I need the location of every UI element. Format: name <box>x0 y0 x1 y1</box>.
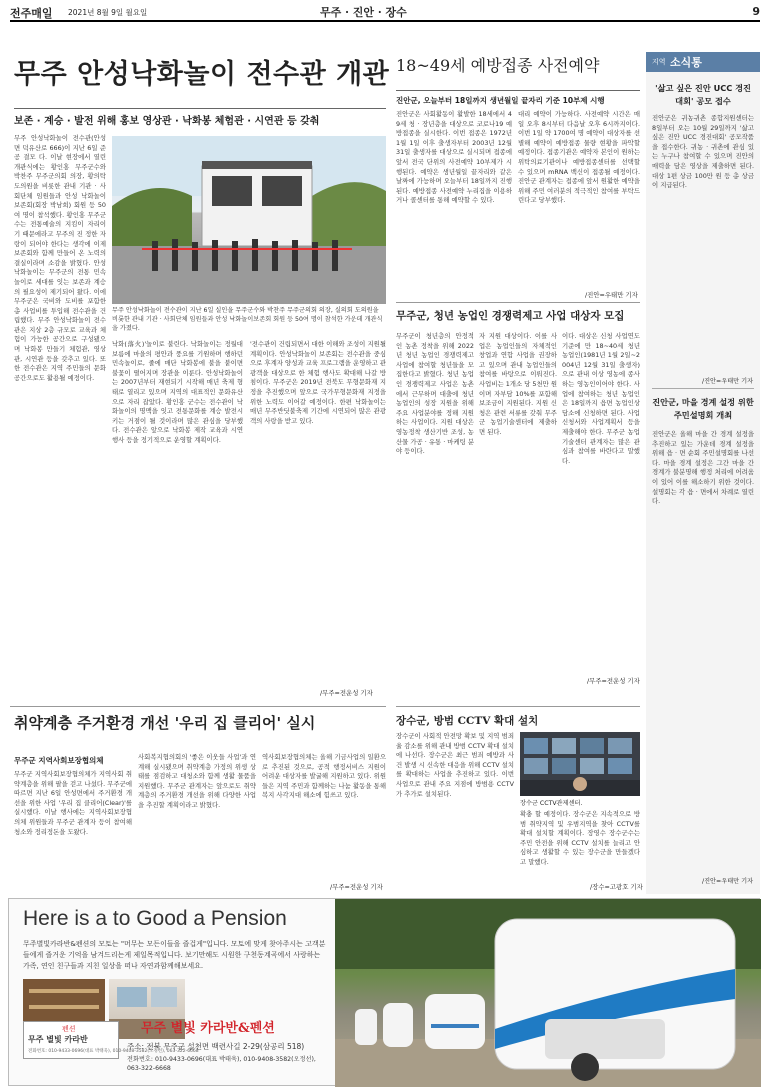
main-photo <box>112 136 386 304</box>
housing-headline: 취약계층 주거환경 개선 '우리 집 클리어' 실시 <box>14 714 316 732</box>
vaccine-rule <box>396 90 640 91</box>
farmer-col2: 자 지원 대상이다. 이를 사업은 농업인들의 자체적인 창업과 연합 사업을 권장하고 있으며 관내 농업인들의 참여를 바탕으로 이뤄진다. 사업비는 1개소 당 5천만 원이며 자부담 10%를 포함해 보조금이 지원된다. 지원 신청은 관련 서류를 갖춰 무주군 농업기술센터에 제출하면 된다. <box>479 332 557 436</box>
page-number: 9 <box>752 5 760 18</box>
sidebar <box>646 52 760 894</box>
farmer-headline: 무주군, 청년 농업인 경쟁력제고 사업 대상자 모집 <box>396 310 625 322</box>
farmer-col3: 이다. 대상은 신청 사업연도 기준에 만 18~40세 청년 농업인(1981년 1월 2일~2004년 12월 31일 출생자)으로 관내 이상 영농에 종사하는 영농인이어야 한다. 사업에 참여하는 청년 농업인은 18일까지 읍면 농업인상담소에 신청하면 된다. 사업신청서와 사업계획서 등을 제출해야 한다. 무주군 농업기술센터 관계자는 많은 관심과 참여를 바란다고 말했다. <box>562 332 640 465</box>
sidebar-label-title: 소식통 <box>670 56 702 69</box>
main-col1: 무주 안성낙화놀이 전수관(안성면 덕유산로 666)이 지난 6일 준공 결모 다. 이날 현장에서 열린 개관식에는 황인홍 무주군수와 박찬주 무주군의회 의장, 황의탁 도의원을 비롯한 관내 기관 · 사회단체 임원들과 안성 낙화놀이보존회(회장 박남희) 회원 등 50여 명이 참석했다. 황인홍 무주군수는 전통예술의 지킴이 자리이기 때문에라고 무주의 진 정한 자랑이 되어야 한다는 생각에 이제 보존회와 함께 만들어 온 노력의 결실이라며 소감을 밝혔다. 안성낙화놀이는 무주군의 전통 민속놀이로 세대를 잇는 보존과 계승의 필요성이 제기되어 왔다. 이에 무주군은 국비와 도비를 포함한 총 사업비를 투입해 전수관을 건립했다. 무주 안성낙화놀이 전수관은 지상 2층 규모로 교육과 체험이 가능한 공간으로 구성됐으며 낙화봉 만들기 체험관, 영상관, 시연관 등을 갖추고 있다. 또한 전수관은 지역 주민들의 문화 공간으로도 활용될 예정이다. <box>14 134 106 382</box>
vaccine-headline: 18~49세 예방접종 사전예약 <box>396 56 600 75</box>
cctv-rule <box>396 706 640 707</box>
masthead <box>10 4 760 20</box>
vaccine-subhead: 진안군, 오늘부터 18일까지 생년월일 끝자리 기준 10부제 시행 <box>396 96 605 105</box>
ad-logo-text: 무주 별빛 카라반 <box>28 1034 88 1044</box>
ad-logo <box>23 1021 199 1059</box>
vaccine-col1: 진안군은 사회활동이 활발한 18세에서 49세 청 · 장년층을 대상으로 코로나19 예방접종을 실시한다. 이번 접종은 1972년 1월 1일 이후 출생자부터 2003년 12월 31일 출생자를 대상으로 실시되며 접종에 앞서 전국 단위의 사전예약 10부제가 시행된다. 예약은 생년월일 끝자리와 같은 날짜에 가능하며 오늘부터 18일까지 진행된다. 예방접종 사전예약 누리집을 이용하거나 콜센터를 통해 예약할 수 있다. <box>396 110 512 205</box>
ad-block <box>8 898 760 1086</box>
sidebar-header <box>646 52 760 72</box>
cctv-byline: /장수=고광호 기자 <box>590 883 643 891</box>
paper-name: 전주매일 <box>10 7 53 20</box>
cctv-headline: 장수군, 방범 CCTV 확대 설치 <box>396 715 539 727</box>
sidebar-item1-byline: /진안=우태만 기자 <box>702 378 754 385</box>
masthead-rule <box>10 20 760 22</box>
housing-col1: 무주군 지역사회보장협의체가 지역사회 취약계층을 위해 팔을 걷고 나섰다. 무주군에 따르면 지난 6일 안성면에서 주거환경 개선을 위한 사업 '우리 집 클리어(Clear)'를 실시했다. 이날 행사에는 지역사회보장협의체 위원들과 무주군 관계자 등이 참여해 청소와 정리정돈을 도왔다. <box>14 770 132 836</box>
ad-description: 무주별빛카라반&펜션의 모토는 "머무는 모든이들을 즐겁게"입니다. 모토에 맞게 찾아주시는 고객분들에게 즐거운 기억을 남겨드리는게 제일목적입니다. 보기만해도 시원한 구천동계곡에서 사랑하는 가족, 연인 친구들과 지친 일상을 떠나 자연과함께해보세요. <box>23 940 326 970</box>
cctv-col1: 장수군이 사회적 안전망 확보 및 지역 범죄율 감소를 위해 관내 방범 CCTV 확대 설치에 나선다. 장수군은 최근 범죄 예방과 사건 발생 시 신속한 대응을 위해 CCTV 설치를 확대하는 사업을 추진하고 있다. 이번 사업으로 관내 주요 지점에 방범용 CCTV가 추가로 설치된다. <box>396 732 514 798</box>
housing-col2: 사회복지협의회의 '좋은 이웃들 사업'과 연계해 실시됐으며 취약계층 가정의 위생 상태를 점검하고 대청소와 함께 생활 물품을 지원했다. 무주군 관계자는 앞으로도 취약계층의 주거환경 개선을 위해 다양한 사업을 추진할 계획이라고 밝혔다. <box>138 753 256 809</box>
sidebar-item1-body: 진안군은 귀농귀촌 종합지원센터는 8일부터 오는 10월 29일까지 '삶고 싶은 진안 UCC 경진대회' 공모작품을 접수한다. 귀농 · 귀촌에 관심 있는 누구나 참여할 수 있으며 진안의 매력을 담은 영상을 제출하면 된다. 대상 1편 상금 100만 원 등 총 상금이 지급된다. <box>652 114 754 190</box>
sidebar-item1-title: '삶고 싶은 진안 UCC 경진대회' 공모 접수 <box>655 83 751 106</box>
ad-logo-small: 펜션 <box>62 1025 76 1033</box>
main-headline: 무주 안성낙화놀이 전수관 개관 <box>14 59 390 90</box>
cctv-photo-caption: 장수군 CCTV관제센터. <box>520 800 583 807</box>
farmer-col1: 무주군이 청년층의 안정적인 농촌 정착을 위해 2022년 청년 농업인 경쟁력제고 사업에 참여할 청년들을 모집한다고 밝혔다. 청년 농업인 경쟁력제고 사업은 농촌에서 근무하며 대출에 청년 농업인의 성장 지원을 위해 주요 사업분야를 정해 지원하는 사업이다. 지원 대상은 영농정착 생산기반 조성, 농산물 가공 · 유통 · 마케팅 분야 등이다. <box>396 332 474 456</box>
sidebar-item2-body: 진안군은 올해 마을 간 경계 설정을 추진하고 있는 가운데 경계 설정을 위해 읍 · 면 순회 주민설명회를 나선다. 마을 경계 설정은 그간 마을 간 경계가 불분명해 행정 처리에 어려움이 있어 이를 해소하기 위한 것이다. 설명회는 각 읍 · 면에서 차례로 열린다. <box>652 430 754 506</box>
main-col2: 낙화(落火)'놀이로 불린다. 낙화놀이는 정월대보름에 마을의 평안과 풍요를 기원하며 행하던 민속놀이로, 줄에 매단 낙화봉에 불을 붙이면 불꽃이 떨어지며 장관을 이룬다. 안성낙화놀이는 2007년부터 재현되기 시작해 매년 축제 형태로 열리고 있으며 지역의 대표적인 문화유산으로 자리 잡았다. 황인홍 군수는 전수관이 낙화놀이의 명맥을 잇고 전통문화를 계승 발전시키는 거점이 될 것이라며 많은 관심을 당부했다. 전수관은 앞으로 낙화봉 제작 교육과 시연 행사 등을 정기적으로 운영할 계획이다. <box>112 340 243 444</box>
housing-col3: 역사회보장협의체는 올해 기금사업의 일환으로 추진된 것으로, 공적 행정서비스 지원이 어려운 대상자를 발굴해 지원하고 있다. 위원들은 지역 주민과 함께하는 나눔 활동을 통해 복지 사각지대 해소에 힘쓰고 있다. <box>262 753 386 800</box>
housing-rule <box>10 706 386 707</box>
ad-tagline: Here is a to Good a Pension <box>23 907 287 930</box>
main-photo-caption: 무주 안성낙화놀이 전수관이 지난 6일 실인을 무주군수와 박찬주 무주군의회 의장, 실의회 도의원을 비롯한 관내 기관 · 사회단체 임원들과 안성 낙화놀이보존회 회원 등 50여 명이 참석한 가운데 개관식을 가졌다. <box>112 307 383 332</box>
vaccine-byline: /진안=우태만 기자 <box>585 291 638 299</box>
main-rule <box>14 108 386 109</box>
ad-photo-caravans <box>335 899 761 1087</box>
date: 2021년 8월 9일 월요일 <box>68 8 148 17</box>
sidebar-divider <box>652 388 754 389</box>
ad-address: 주소: 전북 무주군 설천면 백련사길 2-29(삼공리 518) <box>127 1042 305 1051</box>
main-subhead: 보존 · 계승 · 발전 위해 홍보 영상관 · 낙화봉 체험관 · 시연관 등 갖춰 <box>14 116 320 127</box>
farmer-byline: /무주=전운성 기자 <box>587 677 640 685</box>
farmer-rule <box>396 302 640 303</box>
vaccine-col2: 대리 예약이 가능하다. 사전예약 시간은 매일 오후 8시부터 다음날 오후 6시까지이다. 이번 1일 약 1700여 명 예약이 대상자를 선별해 예약이 예방접종 물량 현황을 파악할 예정이다. 접종기관은 예약자 본인이 원하는 위탁의료기관이나 예방접종센터를 선택할 수 있으며 mRNA 백신이 접종될 예정이다. 진안군 관계자는 접종에 앞서 원활한 예약을 위해 주민 여러분의 적극적인 참여를 부탁드린다고 당부했다. <box>518 110 640 205</box>
cctv-photo <box>520 732 640 796</box>
section-name: 무주 · 진안 · 장수 <box>320 6 407 19</box>
housing-kicker: 무주군 지역사회보장협의체 <box>14 756 104 765</box>
sidebar-label-region: 지역 <box>652 58 666 66</box>
ad-name: 무주 별빛 카라반&펜션 <box>141 1021 275 1036</box>
cctv-col2: 확충 할 예정이다. 장수군은 지속적으로 방범 취약지역 및 우범지역을 찾아 CCTV를 확대 설치할 계획이다. 장영수 장수군수는 주민 안전을 위해 CCTV 설치를 늘리고 안심하고 생활할 수 있는 장수군을 만들겠다고 말했다. <box>520 810 640 866</box>
housing-byline: /무주=전운성 기자 <box>330 883 383 891</box>
ad-logo-phone: 전화번호: 010-9433-0696(대표 박태욱), 010-9408-3582(오정선), 063-322-6668 <box>28 1049 199 1054</box>
main-col3: '전수관이 건립되면서 대한 이해와 조성이 지원될 계획이다. 안성낙화놀이 보존회는 전수관을 중심으로 후계자 양성과 교육 프로그램을 운영하고 관광객을 대상으로 한 체험 행사도 확대해 나갈 방침이다. 무주군은 2019년 전북도 무형문화재 지정을 추진했으며 앞으로 국가무형문화재 지정을 위한 노력도 이어갈 예정이다. 한편 낙화놀이는 매년 무주반딧불축제 기간에 시연되어 많은 관광객의 사랑을 받고 있다. <box>250 340 386 425</box>
ad-phone: 전화번호: 010-9433-0696(대표 박태욱), 010-9408-3582(오정선), 063-322-6668 <box>127 1056 316 1072</box>
sidebar-item2-byline: /진안=우태만 기자 <box>702 878 754 885</box>
main-byline: /무주=전운성 기자 <box>320 689 373 697</box>
sidebar-item2-title: 진안군, 마을 경계 설정 위한 주민설명회 개최 <box>652 397 754 420</box>
